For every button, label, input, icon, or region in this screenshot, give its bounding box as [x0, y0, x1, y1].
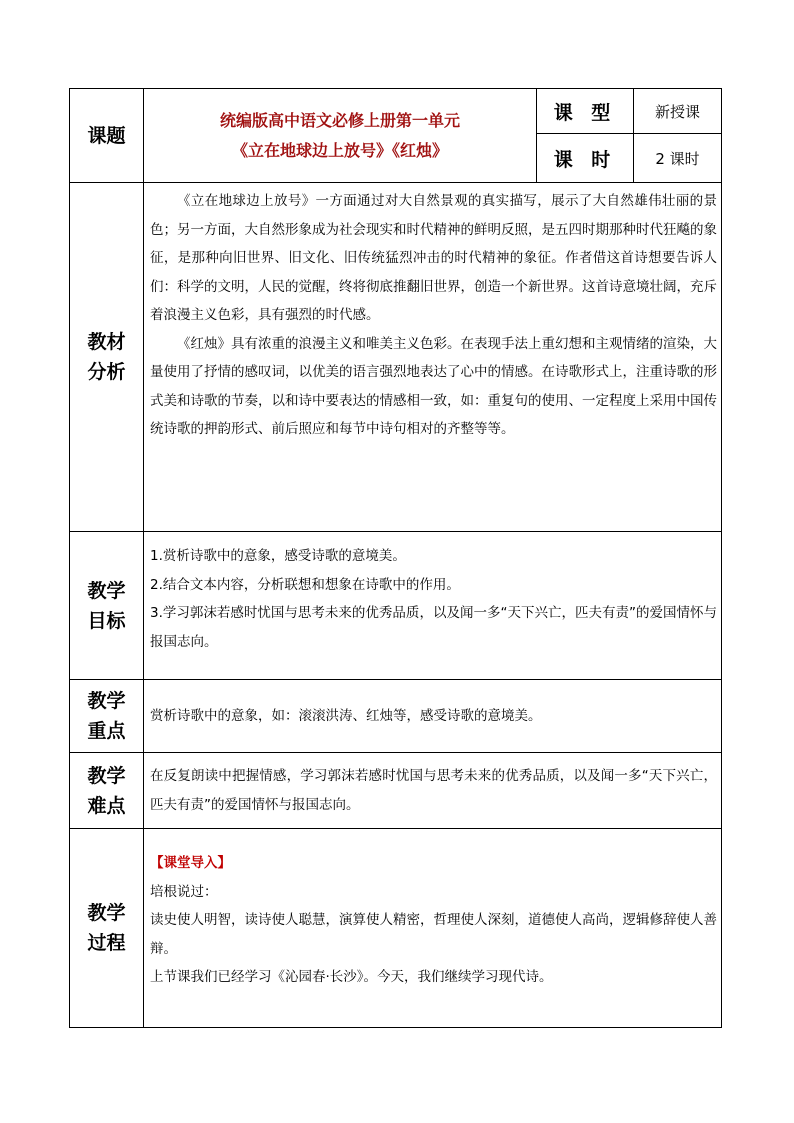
key-points-label-line1: 教学: [87, 690, 126, 712]
key-points-label: [70, 680, 144, 753]
goals-label: [70, 532, 144, 680]
key-points-row: [70, 680, 722, 753]
process-label: [70, 829, 144, 1028]
hours-value: 2 课时: [634, 134, 722, 183]
lesson-title-line1: 统编版高中语文必修上册第一单元: [219, 110, 460, 130]
difficulties-text: 在反复朗读中把握情感，学习郭沫若感时忧国与思考未来的优秀品质，以及闻一多“天下兴亡，匹夫有责”的爱国情怀与报国志向。: [150, 768, 717, 813]
section-title-classroom-intro: 【课堂导入】: [150, 855, 231, 871]
analysis-row: [70, 183, 722, 532]
hours-label: 课 时: [537, 134, 634, 183]
process-label-line1: 教学: [87, 902, 126, 924]
difficulties-label-line1: 教学: [87, 764, 126, 787]
header-row: [70, 89, 722, 134]
process-line-3: 上节课我们已经学习《沁园春·长沙》。今天，我们继续学习现代诗。: [150, 969, 553, 985]
analysis-content: [144, 183, 722, 532]
process-content: [144, 829, 722, 1028]
difficulties-label-line2: 难点: [87, 794, 126, 817]
analysis-label-line1: 教材: [87, 331, 126, 353]
analysis-paragraph-1: 《立在地球边上放号》一方面通过对大自然景观的真实描写，展示了大自然雄伟壮丽的景色；另一方面，大自然形象成为社会现实和时代精神的鲜明反照，是五四时期那种时代狂飚的象征，是那种向旧世界、旧文化、旧传统猛烈冲击的时代精神的象征。作者借这首诗想要告诉人们：科学的文明，人民的觉醒，终将彻底推翻旧世界，创造一个新世界。这首诗意境壮阔，充斥着浪漫主义色彩，具有强烈的时代感。: [150, 193, 717, 323]
lesson-title-line2: 《立在地球边上放号》《红烛》: [231, 140, 448, 160]
key-points-text: 赏析诗歌中的意象，如：滚滚洪涛、红烛等，感受诗歌的意境美。: [150, 707, 542, 724]
goals-content: [144, 532, 722, 680]
key-points-content: [144, 680, 722, 753]
analysis-label: [70, 183, 144, 532]
process-line-1: 培根说过：: [150, 883, 218, 900]
course-type-label: 课 型: [537, 89, 634, 134]
goals-label-line2: 目标: [87, 609, 126, 632]
analysis-paragraph-2: 《红烛》具有浓重的浪漫主义和唯美主义色彩。在表现手法上重幻想和主观情绪的渲染，大量使用了抒情的感叹词，以优美的语言强烈地表达了心中的情感。在诗歌形式上，注重诗歌的形式美和诗歌的节奏，以和诗中要表达的情感相一致，如：重复句的使用、一定程度上采用中国传统诗歌的押韵形式、前后照应和每节中诗句相对的齐整等等。: [150, 335, 717, 437]
lesson-plan-table: [69, 88, 722, 1028]
process-line-2: 读史使人明智，读诗使人聪慧，演算使人精密，哲理使人深刻，道德使人高尚，逻辑修辞使人善辩。: [150, 912, 717, 957]
process-row: [70, 829, 722, 1028]
difficulties-row: [70, 753, 722, 829]
goal-item: 2.结合文本内容，分析联想和想象在诗歌中的作用。: [150, 576, 460, 593]
key-points-label-line2: 重点: [87, 720, 126, 742]
process-label-line2: 过程: [87, 932, 126, 954]
course-type-value: 新授课: [634, 89, 722, 134]
difficulties-label: [70, 753, 144, 829]
goals-row: [70, 532, 722, 680]
topic-label: 课题: [70, 89, 144, 183]
difficulties-content: [144, 753, 722, 829]
analysis-label-line2: 分析: [87, 361, 126, 383]
goal-item: 3.学习郭沫若感时忧国与思考未来的优秀品质，以及闻一多“天下兴亡，匹夫有责”的爱国情怀与报国志向。: [150, 605, 717, 650]
goal-item: 1.赏析诗歌中的意象，感受诗歌的意境美。: [150, 548, 406, 564]
lesson-title: [144, 89, 537, 183]
goals-label-line1: 教学: [87, 579, 126, 602]
